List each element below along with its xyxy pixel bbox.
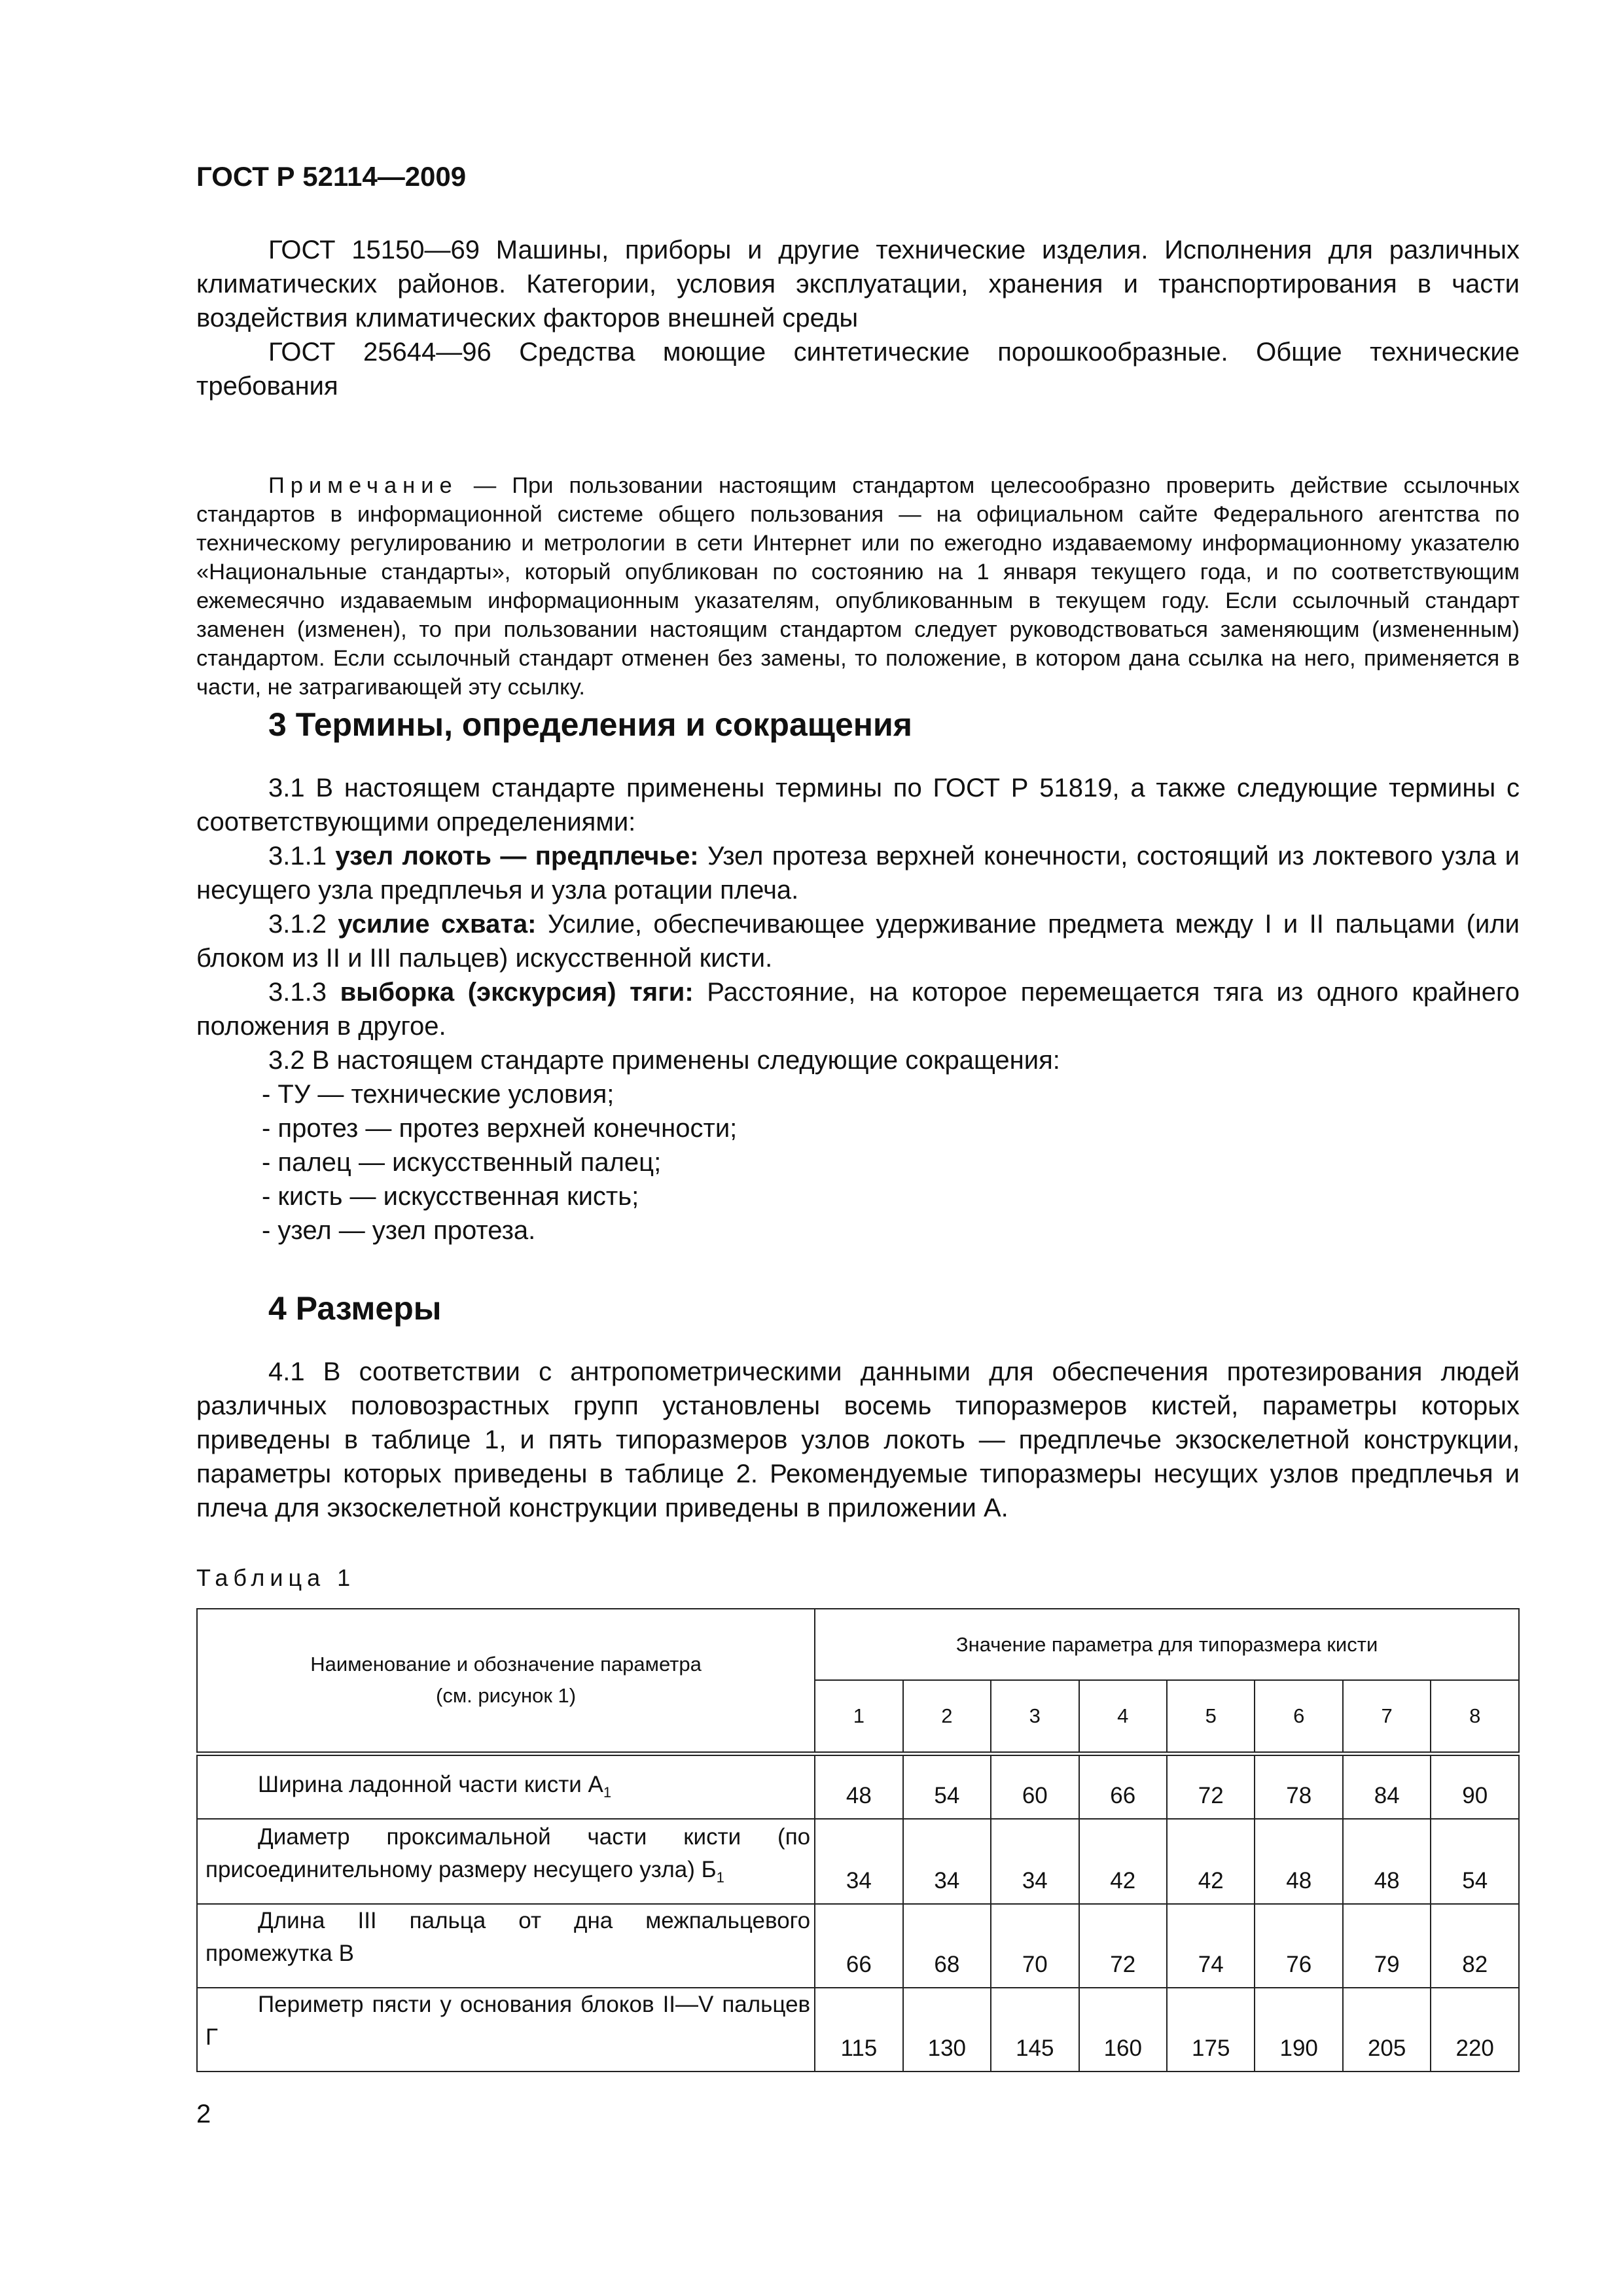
value-cell: 115	[815, 1988, 902, 2072]
note-label: Примечание	[268, 473, 458, 498]
value-cell: 74	[1167, 1904, 1255, 1988]
reference-item: ГОСТ 15150—69 Машины, приборы и другие технические изделия. Исполнения для различных климатических районов. Категории, условия эксплуатации, хранения и транспортирования в части воздействия климатических факторов внешней среды	[196, 236, 1520, 332]
value-cell: 78	[1255, 1753, 1342, 1819]
section-3-title: 3 Термины, определения и сокращения	[268, 706, 912, 743]
value-cell: 72	[1167, 1753, 1255, 1819]
size-header: 1	[815, 1680, 902, 1753]
paragraph-3-1: 3.1 В настоящем стандарте применены термины по ГОСТ Р 51819, а также следующие термины с соответствующими определениями:	[196, 774, 1520, 836]
table-row	[197, 1819, 1519, 1904]
value-cell: 54	[1431, 1819, 1519, 1904]
parameter-name: Длина III пальца от дна межпальцевого промежутка В	[197, 1904, 815, 1988]
abbreviation-item: - протез — протез верхней конечности;	[262, 1114, 738, 1143]
table-1	[196, 1608, 1520, 2072]
value-cell: 34	[991, 1819, 1079, 1904]
value-cell: 48	[1343, 1819, 1431, 1904]
value-cell: 68	[903, 1904, 991, 1988]
value-cell: 175	[1167, 1988, 1255, 2072]
value-cell: 48	[1255, 1819, 1342, 1904]
value-cell: 34	[815, 1819, 902, 1904]
value-cell: 60	[991, 1753, 1079, 1819]
size-header: 8	[1431, 1680, 1519, 1753]
value-cell: 42	[1079, 1819, 1167, 1904]
value-cell: 190	[1255, 1988, 1342, 2072]
paragraph-3-2: 3.2 В настоящем стандарте применены следующие сокращения:	[268, 1046, 1060, 1075]
value-cell: 72	[1079, 1904, 1167, 1988]
size-header: 5	[1167, 1680, 1255, 1753]
column-header-name: Наименование и обозначение параметра (см. рисунок 1)	[197, 1609, 815, 1753]
table-row	[197, 1988, 1519, 2072]
value-cell: 48	[815, 1753, 902, 1819]
value-cell: 130	[903, 1988, 991, 2072]
value-cell: 42	[1167, 1819, 1255, 1904]
value-cell: 54	[903, 1753, 991, 1819]
reference-item: ГОСТ 25644—96 Средства моющие синтетические порошкообразные. Общие технические требования	[196, 338, 1520, 401]
size-header: 4	[1079, 1680, 1167, 1753]
value-cell: 34	[903, 1819, 991, 1904]
abbreviation-item: - ТУ — технические условия;	[262, 1080, 615, 1109]
section-3	[196, 706, 1520, 1247]
table-row	[197, 1753, 1519, 1819]
value-cell: 66	[1079, 1753, 1167, 1819]
abbreviation-item: - кисть — искусственная кисть;	[262, 1182, 639, 1211]
page-number: 2	[196, 2100, 211, 2128]
size-header: 3	[991, 1680, 1079, 1753]
value-cell: 220	[1431, 1988, 1519, 2072]
references-list	[196, 233, 1520, 403]
size-header: 2	[903, 1680, 991, 1753]
note-block	[196, 471, 1520, 702]
value-cell: 84	[1343, 1753, 1431, 1819]
value-cell: 79	[1343, 1904, 1431, 1988]
value-cell: 70	[991, 1904, 1079, 1988]
parameter-name: Периметр пясти у основания блоков II—V пальцев Г	[197, 1988, 815, 2072]
value-cell: 82	[1431, 1904, 1519, 1988]
document-header: ГОСТ Р 52114—2009	[196, 161, 467, 192]
parameter-name: Диаметр проксимальной части кисти (по присоединительному размеру несущего узла) $Б_1$	[197, 1819, 815, 1904]
abbreviation-item: - узел — узел протеза.	[262, 1216, 536, 1245]
table-caption: Таблица 1	[196, 1564, 356, 1591]
size-header: 7	[1343, 1680, 1431, 1753]
paragraph-4-1: 4.1 В соответствии с антропометрическими данными для обеспечения протезирования людей различных половозрастных групп установлены восемь типоразмеров кистей, параметры которых приведены в таблице 1, и пять типоразмеров узлов локоть — предплечье экзоскелетной конструкции, параметры которых приведены в таблице 2. Рекомендуемые типоразмеры несущих узлов предплечья и плеча для экзоскелетной конструкции приведены в приложении А.	[196, 1357, 1520, 1522]
abbreviation-item: - палец — искусственный палец;	[262, 1148, 662, 1177]
note-text: — При пользовании настоящим стандартом целесообразно проверить действие ссылочных стандартов в информационной системе общего пользования — на официальном сайте Федерального агентства по техническому регулированию и метрологии в сети Интернет или по ежегодно издаваемому информационному указателю «Национальные стандарты», который опубликован по состоянию на 1 января текущего года, и по соответствующим ежемесячно издаваемым информационным указателям, опубликованным в текущем году. Если ссылочный стандарт заменен (изменен), то при пользовании настоящим стандартом следует руководствоваться заменяющим (измененным) стандартом. Если ссылочный стандарт отменен без замены, то положение, в котором дана ссылка на него, применяется в части, не затрагивающей эту ссылку.	[196, 473, 1520, 700]
term-3-1-3: 3.1.3 выборка (экскурсия) тяги: Расстояние, на которое перемещается тяга из одного крайнего положения в другое.	[196, 978, 1520, 1041]
value-cell: 160	[1079, 1988, 1167, 2072]
parameter-name: Ширина ладонной части кисти $А_1$	[197, 1753, 815, 1819]
table-row	[197, 1904, 1519, 1988]
value-cell: 76	[1255, 1904, 1342, 1988]
value-cell: 145	[991, 1988, 1079, 2072]
term-3-1-2: 3.1.2 усилие схвата: Усилие, обеспечивающее удерживание предмета между I и II пальцами (или блоком из II и III пальцев) искусственной кисти.	[196, 910, 1520, 973]
section-4	[196, 1289, 1520, 1525]
value-cell: 90	[1431, 1753, 1519, 1819]
column-header-group: Значение параметра для типоразмера кисти	[815, 1609, 1519, 1680]
term-3-1-1: 3.1.1 узел локоть — предплечье: Узел протеза верхней конечности, состоящий из локтевого узла и несущего узла предплечья и узла ротации плеча.	[196, 842, 1520, 905]
value-cell: 205	[1343, 1988, 1431, 2072]
size-header: 6	[1255, 1680, 1342, 1753]
value-cell: 66	[815, 1904, 902, 1988]
section-4-title: 4 Размеры	[268, 1290, 442, 1327]
